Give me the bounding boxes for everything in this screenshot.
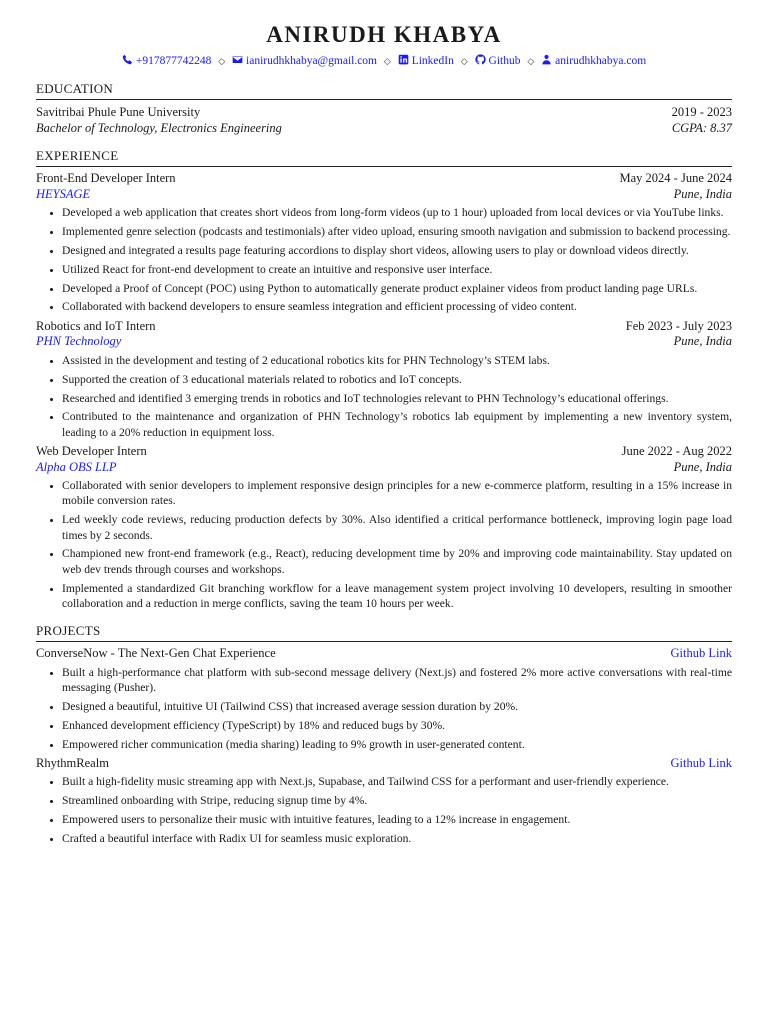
bullet-item: • Empowered richer communication (media sharing) leading to 9% growth in user-generated content.: [62, 737, 732, 752]
experience-heading: EXPERIENCE: [36, 148, 732, 167]
candidate-name: ANIRUDH KHABYA: [266, 22, 502, 47]
job-entry: [36, 171, 732, 315]
company-link[interactable]: Alpha OBS LLP: [36, 459, 117, 474]
project-entry: [36, 756, 732, 846]
company-link[interactable]: HEYSAGE: [36, 186, 91, 201]
bullet-item: • Built a high-fidelity music streaming app with Next.js, Supabase, and Tailwind CSS for a performant and user-friendly experience.: [62, 774, 732, 789]
website-link[interactable]: [538, 55, 646, 67]
contact-separator: ◇: [383, 56, 391, 66]
contact-bar: [36, 53, 732, 69]
education-heading: EDUCATION: [36, 81, 732, 100]
linkedin-icon: [398, 55, 412, 67]
bullet-item: • Built a high-performance chat platform with sub-second message delivery (Next.js) and fostered 2% more active conversations with real-time messaging (Pusher).: [62, 665, 732, 696]
github-icon: [475, 55, 489, 67]
job-location: Pune, India: [673, 334, 732, 349]
github-link-button[interactable]: Github Link: [670, 755, 732, 770]
phone-icon: [122, 55, 136, 67]
email-icon: [232, 55, 246, 67]
projects-heading: PROJECTS: [36, 623, 732, 642]
school-name: Savitribai Phule Pune University: [36, 105, 201, 119]
project-entry: [36, 646, 732, 752]
job-role: Robotics and IoT Intern: [36, 318, 156, 333]
github-link-button[interactable]: Github Link: [670, 646, 732, 661]
linkedin-text: LinkedIn: [411, 55, 454, 67]
user-icon: [541, 55, 555, 67]
bullet-item: • Empowered users to personalize their music with intuitive features, leading to a 12% increase in engagement.: [62, 812, 732, 827]
job-role: Front-End Developer Intern: [36, 171, 176, 185]
bullet-item: • Researched and identified 3 emerging trends in robotics and IoT technologies relevant to PHN Technology’s educational offerings.: [62, 391, 732, 406]
job-role: Web Developer Intern: [36, 444, 147, 459]
website-text: anirudhkhabya.com: [555, 55, 647, 67]
bullet-item: • Championed new front-end framework (e.g., React), reducing development time by 20% and improving code maintainability. Stay updated on web dev trends through courses and workshops.: [62, 546, 732, 577]
bullet-item: • Contributed to the maintenance and organization of PHN Technology’s robotics lab equipment by implementing a new inventory system, leading to a 20% reduction in equipment loss.: [62, 409, 732, 440]
bullet-item: • Collaborated with senior developers to implement responsive design principles for a new e-commerce platform, resulting in a 15% increase in mobile conversion rates.: [62, 478, 732, 509]
job-dates: June 2022 - Aug 2022: [621, 444, 732, 459]
job-dates: Feb 2023 - July 2023: [625, 318, 732, 333]
bullet-item: • Developed a Proof of Concept (POC) using Python to automatically generate product explainer videos from product landing page URLs.: [62, 281, 732, 296]
contact-separator: ◇: [527, 56, 535, 66]
job-dates: May 2024 - June 2024: [619, 171, 732, 185]
job-entry: [36, 444, 732, 611]
project-bullets: [36, 774, 732, 846]
email-link[interactable]: [229, 55, 380, 67]
bullet-item: • Developed a web application that creates short videos from long-form videos (up to 1 hour) uploaded from local devices or via YouTube links.: [62, 205, 732, 220]
education-dates: 2019 - 2023: [671, 105, 732, 119]
bullet-item: • Streamlined onboarding with Stripe, reducing signup time by 4%.: [62, 793, 732, 808]
bullet-item: • Designed a beautiful, intuitive UI (Tailwind CSS) that increased average session duration by 20%.: [62, 699, 732, 714]
project-name: RhythmRealm: [36, 755, 109, 770]
company-link[interactable]: PHN Technology: [36, 334, 122, 349]
bullet-item: • Implemented genre selection (podcasts and testimonials) after video upload, ensuring smooth navigation and submission to backend processing.: [62, 224, 732, 239]
job-bullets: [36, 205, 732, 315]
bullet-item: • Collaborated with backend developers to ensure seamless integration and efficient processing of video content.: [62, 299, 732, 314]
job-bullets: [36, 353, 732, 440]
bullet-item: • Led weekly code reviews, reducing production defects by 30%. Also identified a critical performance bottleneck, improving login page load times by 2 seconds.: [62, 512, 732, 543]
bullet-item: • Utilized React for front-end development to create an intuitive and responsive user interface.: [62, 262, 732, 277]
bullet-item: • Crafted a beautiful interface with Radix UI for seamless music exploration.: [62, 831, 732, 846]
bullet-item: • Enhanced development efficiency (TypeScript) by 18% and reduced bugs by 30%.: [62, 718, 732, 733]
github-text: Github: [488, 55, 521, 67]
contact-separator: ◇: [218, 56, 226, 66]
phone-link[interactable]: [122, 55, 214, 67]
email-text: ianirudhkhabya@gmail.com: [246, 55, 378, 67]
job-location: Pune, India: [673, 186, 732, 201]
education-entry: [36, 105, 732, 136]
project-name: ConverseNow - The Next-Gen Chat Experience: [36, 646, 276, 661]
job-entry: [36, 319, 732, 440]
linkedin-link[interactable]: [395, 55, 457, 67]
contact-separator: ◇: [460, 56, 468, 66]
bullet-item: • Assisted in the development and testing of 2 educational robotics kits for PHN Technology’s STEM labs.: [62, 353, 732, 368]
degree: Bachelor of Technology, Electronics Engineering: [36, 120, 282, 135]
job-location: Pune, India: [673, 459, 732, 474]
bullet-item: • Supported the creation of 3 educational materials related to robotics and IoT concepts.: [62, 372, 732, 387]
gpa: CGPA: 8.37: [671, 120, 732, 135]
bullet-item: • Implemented a standardized Git branching workflow for a leave management system project involving 10 developers, resulting in smoother collaboration and a reduction in merge conflicts, saving the team 10 hours per week.: [62, 581, 732, 612]
github-link[interactable]: [472, 55, 524, 67]
bullet-item: • Designed and integrated a results page featuring accordions to display short videos, allowing users to play or download videos directly.: [62, 243, 732, 258]
job-bullets: [36, 478, 732, 611]
project-bullets: [36, 665, 732, 752]
phone-text: +917877742248: [135, 55, 212, 67]
